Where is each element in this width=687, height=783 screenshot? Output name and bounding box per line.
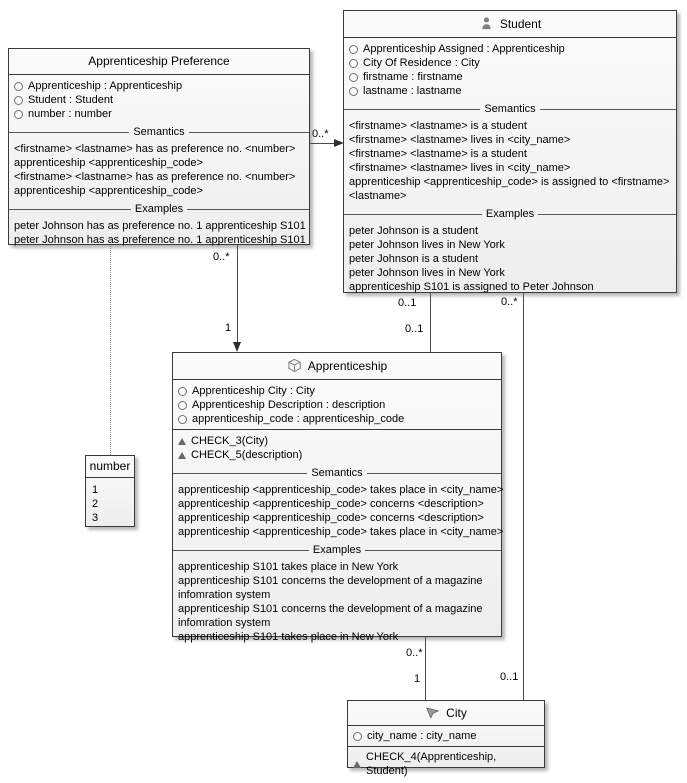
class-apprenticeship-preference: [8, 48, 310, 245]
attribute-label: city_name : city_name: [367, 730, 477, 742]
attribute-row: [178, 398, 496, 412]
check-triangle-icon: [178, 438, 186, 445]
semantics-line: apprenticeship <apprenticeship_code> concerns <description>: [178, 512, 484, 524]
check-triangle-icon: [178, 452, 186, 459]
examples-line: peter Johnson is a student: [349, 225, 479, 237]
attribute-row: [353, 729, 539, 743]
attribute-circle-icon: [14, 82, 23, 91]
semantics-line: <firstname> <lastname> has as preference no. <number>: [14, 143, 296, 155]
semantics-line: <lastname>: [349, 190, 407, 202]
semantics-separator: [173, 467, 501, 479]
class-title: [173, 353, 501, 380]
multiplicity-label: 1: [225, 322, 232, 334]
attribute-list: [344, 38, 676, 101]
semantics-line: <firstname> <lastname> lives in <city_name>: [349, 162, 571, 174]
attribute-list: [9, 75, 309, 124]
check-row: [178, 448, 496, 462]
edge-pref-to-number-dotted: [110, 246, 111, 455]
separator-label: Semantics: [484, 103, 536, 115]
class-title: [9, 49, 309, 75]
attribute-label: firstname : firstname: [363, 71, 463, 83]
separator-label: Examples: [485, 208, 535, 220]
semantics-line: apprenticeship <apprenticeship_code>: [14, 185, 203, 197]
separator-label: Semantics: [311, 467, 363, 479]
semantics-line: <firstname> <lastname> lives in <city_name>: [349, 134, 571, 146]
examples-separator: [9, 203, 309, 215]
examples-line: peter Johnson lives in New York: [349, 267, 505, 279]
cursor-icon: [425, 705, 440, 720]
class-title-label: Student: [499, 16, 542, 31]
check-label: CHECK_5(description): [191, 449, 303, 461]
attribute-row: [349, 42, 671, 56]
examples-line: peter Johnson is a student: [349, 253, 479, 265]
multiplicity-label: 0..*: [501, 296, 518, 308]
edge-pref-to-apprenticeship-arrowhead: [233, 342, 241, 352]
number-value-table: [85, 455, 135, 527]
multiplicity-label: 0..*: [213, 251, 230, 263]
attribute-label: City Of Residence : City: [363, 57, 480, 69]
attribute-row: [14, 93, 304, 107]
multiplicity-label: 0..*: [312, 128, 329, 140]
attribute-circle-icon: [349, 59, 358, 68]
multiplicity-label: 0..1: [405, 323, 424, 335]
attribute-label: number : number: [28, 108, 112, 120]
semantics-line: apprenticeship <apprenticeship_code>: [14, 157, 203, 169]
check-list: [173, 430, 501, 465]
edge-pref-to-student: [310, 143, 336, 144]
semantics-line: apprenticeship <apprenticeship_code> is assigned to <firstname>: [349, 176, 670, 188]
examples-line: peter Johnson has as preference no. 1 apprenticeship S101: [14, 234, 306, 246]
examples-separator: [173, 544, 501, 556]
attribute-row: [349, 56, 671, 70]
number-value: 2: [92, 498, 99, 510]
semantics-separator: [344, 103, 676, 115]
attribute-circle-icon: [353, 732, 362, 741]
class-city: [347, 700, 545, 777]
class-title-label: City: [446, 705, 467, 720]
semantics-line: apprenticeship <apprenticeship_code> concerns <description>: [178, 498, 484, 510]
semantics-section: [173, 481, 504, 542]
multiplicity-label: 1: [414, 673, 421, 685]
examples-section: [344, 222, 676, 297]
examples-line: infomration system: [178, 617, 271, 629]
class-title: [348, 701, 544, 726]
attribute-row: [349, 84, 671, 98]
class-apprenticeship: [172, 352, 504, 643]
attribute-label: Student : Student: [28, 94, 114, 106]
semantics-line: apprenticeship <apprenticeship_code> takes place in <city_name>: [178, 484, 504, 496]
number-value: 1: [92, 484, 99, 496]
attribute-label: Apprenticeship Assigned : Apprenticeship: [363, 43, 565, 55]
semantics-line: apprenticeship <apprenticeship_code> takes place in <city_name>: [178, 526, 504, 538]
examples-line: infomration system: [178, 589, 271, 601]
semantics-section: [344, 117, 676, 206]
edge-pref-to-apprenticeship: [237, 245, 238, 344]
class-student: [343, 10, 677, 293]
attribute-circle-icon: [349, 45, 358, 54]
examples-line: peter Johnson has as preference no. 1 apprenticeship S101: [14, 220, 306, 232]
attribute-circle-icon: [349, 73, 358, 82]
attribute-circle-icon: [14, 96, 23, 105]
class-title: [344, 11, 676, 38]
person-icon: [479, 16, 494, 31]
semantics-line: <firstname> <lastname> is a student: [349, 120, 527, 132]
number-table-title-label: number: [89, 459, 131, 473]
examples-line: apprenticeship S101 is assigned to Peter Johnson: [349, 281, 594, 293]
attribute-label: Apprenticeship City : City: [192, 385, 315, 397]
edge-student-to-apprenticeship: [430, 293, 431, 352]
examples-section: [9, 217, 309, 250]
attribute-row: [14, 79, 304, 93]
attribute-circle-icon: [178, 387, 187, 396]
multiplicity-label: 0..1: [398, 297, 417, 309]
attribute-row: [14, 107, 304, 121]
class-title-label: Apprenticeship Preference: [88, 54, 230, 68]
attribute-row: [178, 412, 496, 426]
semantics-line: <firstname> <lastname> is a student: [349, 148, 527, 160]
semantics-separator: [9, 126, 309, 138]
check-list: [348, 747, 544, 781]
attribute-circle-icon: [178, 401, 187, 410]
examples-line: peter Johnson lives in New York: [349, 239, 505, 251]
examples-line: apprenticeship S101 concerns the development of a magazine: [178, 575, 483, 587]
number-value-list: [86, 478, 134, 531]
attribute-list: [173, 380, 501, 429]
attribute-label: Apprenticeship Description : description: [192, 399, 386, 411]
attribute-circle-icon: [178, 415, 187, 424]
attribute-row: [349, 70, 671, 84]
check-row: [178, 434, 496, 448]
edge-student-to-city: [523, 293, 524, 700]
examples-line: apprenticeship S101 takes place in New York: [178, 561, 399, 573]
attribute-list: [348, 726, 544, 746]
attribute-row: [178, 384, 496, 398]
separator-label: Semantics: [133, 126, 185, 138]
examples-section: [173, 558, 501, 647]
check-label: CHECK_4(Apprenticeship, Student): [366, 751, 497, 777]
number-table-title: [86, 456, 134, 478]
cube-icon: [287, 358, 302, 373]
semantics-section: [9, 140, 309, 201]
examples-line: apprenticeship S101 takes place in New York: [178, 631, 399, 643]
examples-line: apprenticeship S101 concerns the development of a magazine: [178, 603, 483, 615]
attribute-circle-icon: [349, 87, 358, 96]
attribute-label: lastname : lastname: [363, 85, 462, 97]
separator-label: Examples: [134, 203, 184, 215]
multiplicity-label: 0..*: [406, 647, 423, 659]
class-title-label: Apprenticeship: [307, 358, 388, 373]
attribute-circle-icon: [14, 110, 23, 119]
attribute-label: Apprenticeship : Apprenticeship: [28, 80, 183, 92]
attribute-label: apprenticeship_code : apprenticeship_code: [192, 413, 405, 425]
check-triangle-icon: [353, 761, 361, 768]
multiplicity-label: 0..1: [500, 671, 519, 683]
semantics-line: <firstname> <lastname> has as preference no. <number>: [14, 171, 296, 183]
separator-label: Examples: [312, 544, 362, 556]
check-label: CHECK_3(City): [191, 435, 269, 447]
number-value: 3: [92, 512, 99, 524]
examples-separator: [344, 208, 676, 220]
check-row: [353, 750, 539, 778]
